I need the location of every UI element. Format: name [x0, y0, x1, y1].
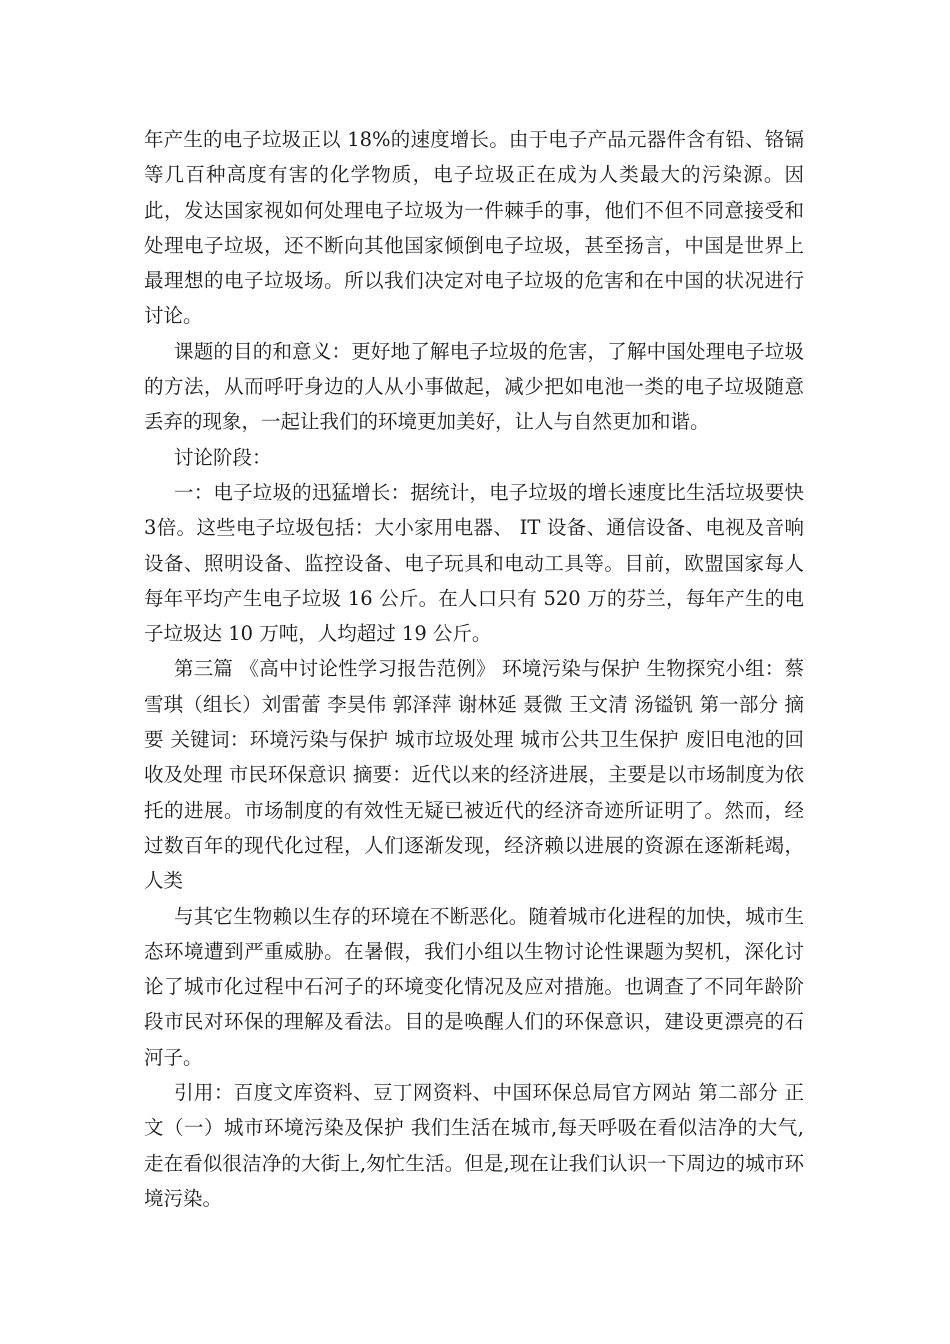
paragraph-2: 课题的目的和意义：更好地了解电子垃圾的危害，了解中国处理电子垃圾的方法，从而呼吁身边的人从小事做起，减少把如电池一类的电子垃圾随意丢弃的现象，一起让我们的环境更加美好，让人与自然更加和谐。 [144, 339, 804, 434]
paragraph-3: 讨论阶段： [174, 445, 272, 469]
paragraph-6: 与其它生物赖以生存的环境在不断恶化。随着城市化进程的加快，城市生态环境遭到严重威胁。在暑假，我们小组以生物讨论性课题为契机，深化讨论了城市化过程中石河子的环境变化情况及应对措施。也调查了不同年龄阶段市民对环保的理解及看法。目的是唤醒人们的环保意识，建设更漂亮的石河子。 [144, 904, 804, 1069]
document-body [144, 122, 804, 1216]
paragraph-5: 第三篇 《高中讨论性学习报告范例》 环境污染与保护 生物探究小组：蔡雪琪（组长）刘雷蕾 李昊伟 郭泽萍 谢林延 聂微 王文清 汤镒钒 第一部分 摘要 关键词：环境污染与保护 城市垃圾处理 城市公共卫生保护 废旧电池的回收及处理 市民环保意识 摘要：近代以来的经济进展，主要是以市场制度为依托的进展。市场制度的有效性无疑已被近代的经济奇迹所证明了。然而，经过数百年的现代化过程，人们逐渐发现，经济赖以进展的资源在逐渐耗竭，人类 [144, 657, 804, 893]
paragraph-1: 年产生的电子垃圾正以 18%的速度增长。由于电子产品元器件含有铅、铬镉等几百种高度有害的化学物质，电子垃圾正在成为人类最大的污染源。因此，发达国家视如何处理电子垃圾为一件棘手的事，他们不但不同意接受和处理电子垃圾，还不断向其他国家倾倒电子垃圾，甚至扬言，中国是世界上最理想的电子垃圾场。所以我们决定对电子垃圾的危害和在中国的状况进行讨论。 [144, 128, 804, 328]
paragraph-7: 引用：百度文库资料、豆丁网资料、中国环保总局官方网站 第二部分 正文（一）城市环境污染及保护 我们生活在城市,每天呼吸在看似洁净的大气,走在看似很洁净的大街上,匆忙生活。但是,现在让我们认识一下周边的城市环境污染。 [144, 1081, 804, 1210]
paragraph-4: 一：电子垃圾的迅猛增长：据统计，电子垃圾的增长速度比生活垃圾要快 3倍。这些电子垃圾包括：大小家用电器、 IT 设备、通信设备、电视及音响设备、照明设备、监控设备、电子玩具和电动工具等。目前，欧盟国家每人每年平均产生电子垃圾 16 公斤。在人口只有 520 万的芬兰，每年产生的电子垃圾达 10 万吨，人均超过 19 公斤。 [144, 480, 804, 646]
